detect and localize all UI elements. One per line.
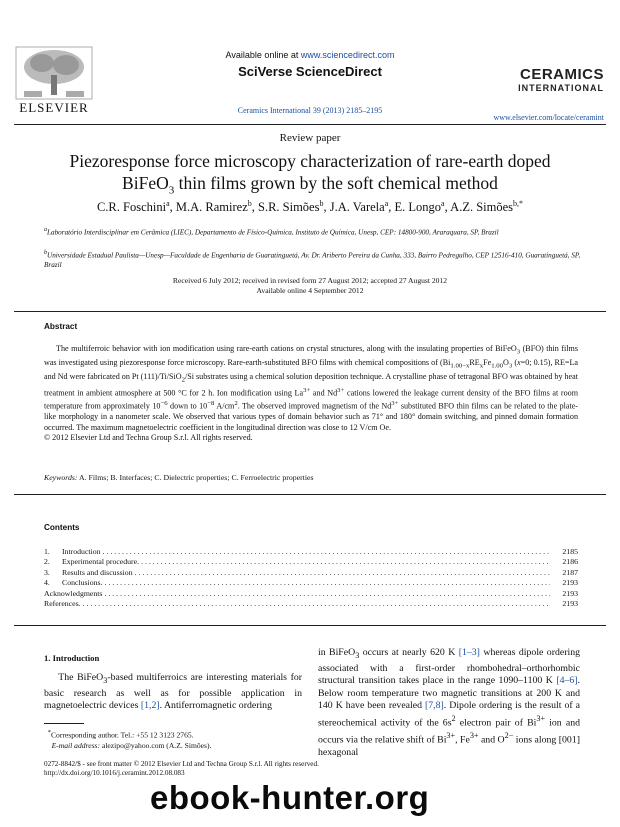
platform-name: SciVerse ScienceDirect xyxy=(238,64,382,79)
contents-divider xyxy=(14,625,606,626)
copyright-notice: © 2012 Elsevier Ltd and Techna Group S.r.l. All rights reserved. xyxy=(44,433,253,443)
author[interactable]: C.R. Foschini$^a$ xyxy=(96,199,170,215)
author[interactable]: E. Longo$^a$ xyxy=(394,199,445,215)
keywords-divider xyxy=(14,494,606,495)
author[interactable]: A.Z. Simões$^{b,*}$ xyxy=(450,199,524,215)
toc-item[interactable]: 1. Introduction . . . 2185 xyxy=(44,547,578,557)
toc-item[interactable]: References. . . . 2193 xyxy=(44,599,578,609)
journal-name-line2: INTERNATIONAL xyxy=(518,83,604,93)
footnote: *Corresponding author. Tel.: +55 12 3123 2765. E-mail address: alezipo@yahoo.com (A.Z. Simões). xyxy=(47,729,212,750)
footnote-divider xyxy=(44,723,84,724)
publisher-logo-text: ELSEVIER xyxy=(19,100,89,115)
author[interactable]: S.R. Simões$^b$ xyxy=(258,199,324,215)
sciencedirect-link[interactable]: www.sciencedirect.com xyxy=(300,50,395,60)
toc-item[interactable]: 3. Results and discussion . . . 2187 xyxy=(44,568,578,578)
intro-right-column: in BiFeO$_3$ occurs at nearly 620 K [1–3] whereas dipole ordering associated with a first-order rhombohedral–orthorhombic structural transition takes place in the range 1090–1100 K [4–6]. Below room temperature two magnetic transitions at 200 K and 140 K have been revealed [7,8]. Dipole ordering is the result of a stereochemical activity of the $6s^2$ electron pair of $Bi^{3+}$ ion and occurs via the relative shift of $Bi^{3+}$, $Fe^{3+}$ and $O^{2-}$ ions along [001] hexagonal xyxy=(318,647,581,758)
bottom-info: 0272-8842/$ - see front matter © 2012 Elsevier Ltd and Techna Group S.r.l. All rights reserved. http://dx.doi.org/10.1016/j.ceramint.2012.08.083 xyxy=(44,760,319,778)
contents-heading: Contents xyxy=(44,523,80,532)
author[interactable]: J.A. Varela$^a$ xyxy=(329,199,389,215)
affiliation-b: $^b$Universidade Estadual Paulista—Unesp—Faculdade de Engenharia de Guaratinguetá, Av. Dr. Ariberto Pereira da Cunha, 333, Bairro Pedregulho, CEP 12516-410, Guaratinguetá, SP, Brazil xyxy=(44,250,581,269)
intro-left-column: The BiFeO$_3$-based multiferroics are interesting materials for basic research as well as for possible application in magnetoelectric devices [1,2]. Antiferromagnetic ordering xyxy=(44,672,302,712)
journal-url-link[interactable]: www.elsevier.com/locate/ceramint xyxy=(493,113,604,122)
author-list: C.R. Foschini$^a$, M.A. Ramirez$^b$, S.R. Simões$^b$, J.A. Varela$^a$, E. Longo$^a$, A.Z. Simões$^{b,*}$ xyxy=(96,199,524,215)
abstract-top-divider xyxy=(14,311,606,312)
article-dates: Received 6 July 2012; received in revised form 27 August 2012; accepted 27 August 2012 Available online 4 September 2012 xyxy=(172,276,448,295)
introduction-heading: 1. Introduction xyxy=(44,653,100,663)
toc-item[interactable]: 2. Experimental procedure. . . . 2186 xyxy=(44,557,578,567)
toc-item[interactable]: 4. Conclusions. . . . 2193 xyxy=(44,578,578,588)
article-title: Piezoresponse force microscopy characterization of rare-earth doped BiFeO$_3$ thin films grown by the soft chemical method xyxy=(69,151,551,197)
abstract-body: The multiferroic behavior with ion modification using rare-earth cations on crystal structures, along with the insulating properties of BiFeO$_3$ (BFO) thin films was investigated using piezoresponse force microscopy. Rare-earth-substituted BFO films with chemical compositions of ($Bi_{1.00-x}RE_xFe_{1.00}O_3$ (x=0; 0.15), RE=La and Nd were fabricated on Pt (111)/Ti/SiO$_2$/Si substrates using a chemical solution deposition technique. A crystalline phase of tetragonal BFO was obtained by heat treatment in ambient atmosphere at 500 °C for 2 h. Ion modification using $La^{3+}$ and $Nd^{3+}$ cations lowered the leakage current density of the BFO films at room temperature from approximately $10^{-6}$ down to $10^{-8}$ $A/cm^2$. The observed improved magnetism of the $Nd^{3+}$ substituted BFO thin films can be related to the plate-like morphology in a nanometer scale. We observed that various types of domain behavior such as 71° and 180° domain switching, and pinned domain formation occurred. The maximum magnetoelectric coefficient in the longitudinal direction was close to 12 V/cm Oe. © 2012 Elsevier Ltd and Techna Group S.r.l. All rights reserved. xyxy=(44,344,579,443)
table-of-contents xyxy=(44,547,578,609)
affiliation-a: $^a$Laboratório Interdisciplinar em Cerâmica (LIEC), Departamento de Físico-Química, Instituto de Química, Unesp, CEP: 14800-900, Araraquara, SP, Brazil xyxy=(44,227,499,237)
abstract-heading: Abstract xyxy=(44,322,78,331)
doi-link[interactable]: http://dx.doi.org/10.1016/j.ceramint.2012.08.083 xyxy=(44,769,185,778)
journal-logo xyxy=(518,66,604,93)
available-online: Available online at www.sciencedirect.com xyxy=(225,50,395,60)
article-type: Review paper xyxy=(279,132,341,144)
toc-item[interactable]: Acknowledgments . . . 2193 xyxy=(44,589,578,599)
author[interactable]: M.A. Ramirez$^b$ xyxy=(175,199,252,215)
journal-name-line1: CERAMICS xyxy=(519,66,604,83)
keywords: Keywords: A. Films; B. Interfaces; C. Dielectric properties; C. Ferroelectric properties xyxy=(44,473,314,482)
journal-reference[interactable]: Ceramics International 39 (2013) 2185–2195 xyxy=(237,106,383,115)
watermark-text: ebook-hunter.org xyxy=(150,779,430,816)
email-address[interactable]: alezipo@yahoo.com (A.Z. Simões). xyxy=(100,740,212,750)
header-divider xyxy=(14,124,606,125)
